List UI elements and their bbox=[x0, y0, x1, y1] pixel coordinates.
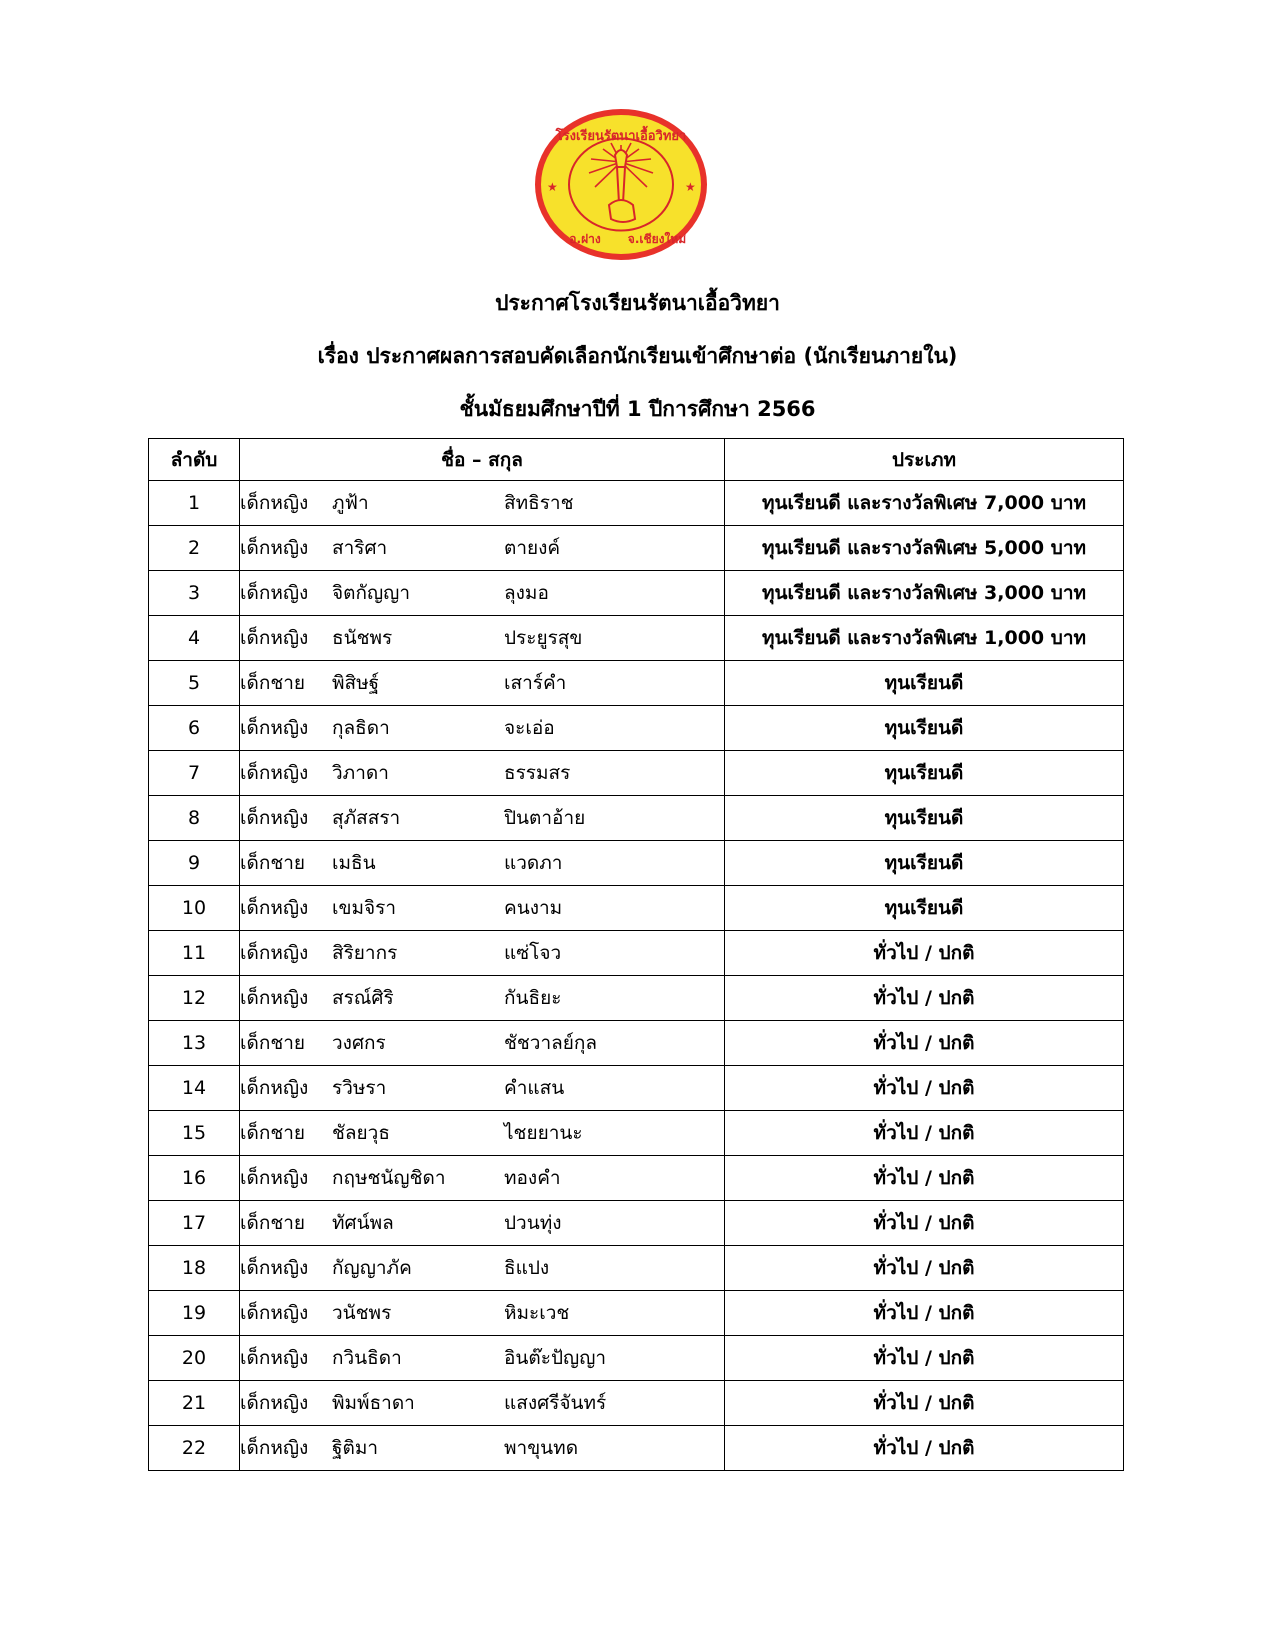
name-prefix: เด็กหญิง bbox=[240, 942, 309, 964]
row-number: 15 bbox=[149, 1111, 240, 1156]
name-prefix: เด็กชาย bbox=[240, 672, 306, 694]
student-name-cell bbox=[240, 1201, 725, 1246]
last-name: พาขุนทด bbox=[504, 1437, 579, 1459]
name-prefix: เด็กหญิง bbox=[240, 762, 309, 784]
table-row bbox=[149, 841, 1124, 886]
first-name: ธนัชพร bbox=[332, 627, 393, 649]
name-prefix: เด็กหญิง bbox=[240, 1077, 309, 1099]
table-row bbox=[149, 1201, 1124, 1246]
first-name: วงศกร bbox=[332, 1032, 386, 1054]
last-name: ลุงมอ bbox=[504, 582, 549, 604]
admission-type: ทั่วไป / ปกติ bbox=[725, 1201, 1124, 1246]
row-number: 11 bbox=[149, 931, 240, 976]
last-name: คำแสน bbox=[504, 1077, 565, 1099]
first-name: ภูฟ้า bbox=[332, 492, 369, 514]
student-name-cell bbox=[240, 661, 725, 706]
last-name: ไชยยานะ bbox=[504, 1122, 583, 1144]
last-name: ตายงค์ bbox=[504, 537, 561, 559]
student-name-cell bbox=[240, 1021, 725, 1066]
last-name: ปวนทุ่ง bbox=[504, 1212, 562, 1234]
row-number: 14 bbox=[149, 1066, 240, 1111]
first-name: กวินธิดา bbox=[332, 1347, 402, 1369]
student-name-cell bbox=[240, 571, 725, 616]
student-name-cell bbox=[240, 1336, 725, 1381]
table-body bbox=[149, 481, 1124, 1471]
admission-type: ทั่วไป / ปกติ bbox=[725, 1381, 1124, 1426]
student-name-cell bbox=[240, 1066, 725, 1111]
name-prefix: เด็กหญิง bbox=[240, 897, 309, 919]
row-number: 10 bbox=[149, 886, 240, 931]
first-name: สิริยากร bbox=[332, 942, 398, 964]
table-row bbox=[149, 571, 1124, 616]
row-number: 17 bbox=[149, 1201, 240, 1246]
seal-bottom-right-text: จ.เชียงใหม่ bbox=[627, 232, 687, 246]
column-header-type: ประเภท bbox=[725, 439, 1124, 481]
table-row bbox=[149, 796, 1124, 841]
name-prefix: เด็กหญิง bbox=[240, 1392, 309, 1414]
announcement-subject: เรื่อง ประกาศผลการสอบคัดเลือกนักเรียนเข้าศึกษาต่อ (นักเรียนภายใน) bbox=[317, 344, 958, 368]
first-name: รวิษรา bbox=[332, 1077, 387, 1099]
admission-type: ทุนเรียนดี bbox=[725, 706, 1124, 751]
table-row bbox=[149, 1111, 1124, 1156]
last-name: แวดภา bbox=[504, 852, 563, 874]
admission-type: ทั่วไป / ปกติ bbox=[725, 1246, 1124, 1291]
last-name: ประยูรสุข bbox=[504, 627, 583, 649]
row-number: 2 bbox=[149, 526, 240, 571]
admission-type: ทั่วไป / ปกติ bbox=[725, 1156, 1124, 1201]
last-name: หิมะเวช bbox=[504, 1302, 570, 1324]
admission-type: ทุนเรียนดี bbox=[725, 661, 1124, 706]
student-name-cell bbox=[240, 931, 725, 976]
first-name: เมธิน bbox=[332, 852, 376, 874]
table-row bbox=[149, 976, 1124, 1021]
row-number: 20 bbox=[149, 1336, 240, 1381]
table-row bbox=[149, 1021, 1124, 1066]
table-row bbox=[149, 1426, 1124, 1471]
last-name: ชัชวาลย์กุล bbox=[504, 1032, 598, 1054]
admission-type: ทั่วไป / ปกติ bbox=[725, 1291, 1124, 1336]
name-prefix: เด็กหญิง bbox=[240, 807, 309, 829]
announcement-level: ชั้นมัธยมศึกษาปีที่ 1 ปีการศึกษา 2566 bbox=[459, 397, 816, 421]
student-name-cell bbox=[240, 1381, 725, 1426]
student-name-cell bbox=[240, 526, 725, 571]
seal-top-text: โรงเรียนรัตนาเอื้อวิทยา bbox=[555, 129, 687, 144]
row-number: 9 bbox=[149, 841, 240, 886]
student-name-cell bbox=[240, 616, 725, 661]
admission-type: ทั่วไป / ปกติ bbox=[725, 1066, 1124, 1111]
table-row bbox=[149, 481, 1124, 526]
admission-type: ทั่วไป / ปกติ bbox=[725, 1336, 1124, 1381]
last-name: กันธิยะ bbox=[504, 987, 562, 1009]
school-seal-logo bbox=[533, 107, 709, 262]
last-name: คนงาม bbox=[504, 897, 563, 919]
first-name: วิภาดา bbox=[332, 762, 389, 784]
table-row bbox=[149, 526, 1124, 571]
first-name: วนัชพร bbox=[332, 1302, 392, 1324]
student-name-cell bbox=[240, 1246, 725, 1291]
row-number: 1 bbox=[149, 481, 240, 526]
last-name: ปินตาอ้าย bbox=[504, 807, 586, 829]
admission-type: ทั่วไป / ปกติ bbox=[725, 931, 1124, 976]
name-prefix: เด็กหญิง bbox=[240, 717, 309, 739]
results-table bbox=[148, 438, 1124, 1471]
student-name-cell bbox=[240, 1426, 725, 1471]
admission-type: ทั่วไป / ปกติ bbox=[725, 976, 1124, 1021]
row-number: 4 bbox=[149, 616, 240, 661]
row-number: 12 bbox=[149, 976, 240, 1021]
first-name: สุภัสสรา bbox=[332, 807, 401, 829]
first-name: สรณ์ศิริ bbox=[332, 987, 394, 1009]
admission-type: ทุนเรียนดี และรางวัลพิเศษ 5,000 บาท bbox=[725, 526, 1124, 571]
name-prefix: เด็กหญิง bbox=[240, 1302, 309, 1324]
student-name-cell bbox=[240, 1156, 725, 1201]
student-name-cell bbox=[240, 706, 725, 751]
row-number: 18 bbox=[149, 1246, 240, 1291]
admission-type: ทุนเรียนดี และรางวัลพิเศษ 7,000 บาท bbox=[725, 481, 1124, 526]
student-name-cell bbox=[240, 841, 725, 886]
first-name: กุลธิดา bbox=[332, 717, 390, 739]
first-name: จิตกัญญา bbox=[332, 582, 411, 604]
last-name: แซ่โจว bbox=[504, 942, 562, 964]
star-icon: ★ bbox=[685, 180, 696, 194]
row-number: 7 bbox=[149, 751, 240, 796]
first-name: พิมพ์ธาดา bbox=[332, 1392, 415, 1414]
student-name-cell bbox=[240, 1111, 725, 1156]
table-row bbox=[149, 751, 1124, 796]
name-prefix: เด็กหญิง bbox=[240, 1167, 309, 1189]
row-number: 22 bbox=[149, 1426, 240, 1471]
student-name-cell bbox=[240, 1291, 725, 1336]
student-name-cell bbox=[240, 886, 725, 931]
admission-type: ทุนเรียนดี และรางวัลพิเศษ 3,000 บาท bbox=[725, 571, 1124, 616]
name-prefix: เด็กหญิง bbox=[240, 987, 309, 1009]
name-prefix: เด็กชาย bbox=[240, 1212, 306, 1234]
last-name: จะเอ่อ bbox=[504, 717, 555, 739]
first-name: ชัลยวุธ bbox=[332, 1122, 390, 1144]
announcement-title: ประกาศโรงเรียนรัตนาเอื้อวิทยา bbox=[495, 291, 780, 315]
first-name: ฐิติมา bbox=[332, 1437, 379, 1459]
row-number: 16 bbox=[149, 1156, 240, 1201]
first-name: พิสิษฐ์ bbox=[332, 672, 380, 694]
name-prefix: เด็กหญิง bbox=[240, 537, 309, 559]
name-prefix: เด็กชาย bbox=[240, 1122, 306, 1144]
first-name: ทัศน์พล bbox=[332, 1212, 394, 1234]
student-name-cell bbox=[240, 481, 725, 526]
table-row bbox=[149, 1381, 1124, 1426]
column-header-order: ลำดับ bbox=[149, 439, 240, 481]
table-row bbox=[149, 616, 1124, 661]
table-row bbox=[149, 661, 1124, 706]
last-name: ธิแปง bbox=[504, 1257, 550, 1279]
last-name: ทองคำ bbox=[504, 1167, 561, 1189]
row-number: 6 bbox=[149, 706, 240, 751]
name-prefix: เด็กหญิง bbox=[240, 492, 309, 514]
table-row bbox=[149, 931, 1124, 976]
table-row bbox=[149, 1156, 1124, 1201]
last-name: อินต๊ะปัญญา bbox=[504, 1347, 607, 1369]
admission-type: ทั่วไป / ปกติ bbox=[725, 1111, 1124, 1156]
name-prefix: เด็กหญิง bbox=[240, 582, 309, 604]
row-number: 3 bbox=[149, 571, 240, 616]
student-name-cell bbox=[240, 751, 725, 796]
table-row bbox=[149, 1291, 1124, 1336]
admission-type: ทั่วไป / ปกติ bbox=[725, 1426, 1124, 1471]
star-icon: ★ bbox=[547, 180, 558, 194]
admission-type: ทุนเรียนดี และรางวัลพิเศษ 1,000 บาท bbox=[725, 616, 1124, 661]
admission-type: ทุนเรียนดี bbox=[725, 751, 1124, 796]
table-row bbox=[149, 1066, 1124, 1111]
last-name: สิทธิราช bbox=[504, 492, 574, 514]
student-name-cell bbox=[240, 976, 725, 1021]
table-row bbox=[149, 1246, 1124, 1291]
row-number: 13 bbox=[149, 1021, 240, 1066]
last-name: ธรรมสร bbox=[504, 762, 571, 784]
first-name: กฤษชนัญชิดา bbox=[332, 1167, 446, 1189]
row-number: 8 bbox=[149, 796, 240, 841]
admission-type: ทุนเรียนดี bbox=[725, 886, 1124, 931]
row-number: 21 bbox=[149, 1381, 240, 1426]
first-name: เขมจิรา bbox=[332, 897, 397, 919]
name-prefix: เด็กชาย bbox=[240, 852, 306, 874]
row-number: 19 bbox=[149, 1291, 240, 1336]
first-name: สาริศา bbox=[332, 537, 388, 559]
admission-type: ทุนเรียนดี bbox=[725, 841, 1124, 886]
student-name-cell bbox=[240, 796, 725, 841]
last-name: เสาร์คำ bbox=[504, 672, 567, 694]
name-prefix: เด็กหญิง bbox=[240, 1257, 309, 1279]
table-header-row bbox=[149, 439, 1124, 481]
seal-bottom-left-text: อ.ฝาง bbox=[569, 232, 601, 246]
table-row bbox=[149, 1336, 1124, 1381]
table-row bbox=[149, 706, 1124, 751]
name-prefix: เด็กชาย bbox=[240, 1032, 306, 1054]
first-name: กัญญาภัค bbox=[332, 1257, 412, 1279]
name-prefix: เด็กหญิง bbox=[240, 1437, 309, 1459]
admission-type: ทั่วไป / ปกติ bbox=[725, 1021, 1124, 1066]
table-row bbox=[149, 886, 1124, 931]
admission-type: ทุนเรียนดี bbox=[725, 796, 1124, 841]
name-prefix: เด็กหญิง bbox=[240, 627, 309, 649]
name-prefix: เด็กหญิง bbox=[240, 1347, 309, 1369]
column-header-name: ชื่อ – สกุล bbox=[240, 439, 725, 481]
last-name: แสงศรีจันทร์ bbox=[504, 1392, 607, 1414]
row-number: 5 bbox=[149, 661, 240, 706]
